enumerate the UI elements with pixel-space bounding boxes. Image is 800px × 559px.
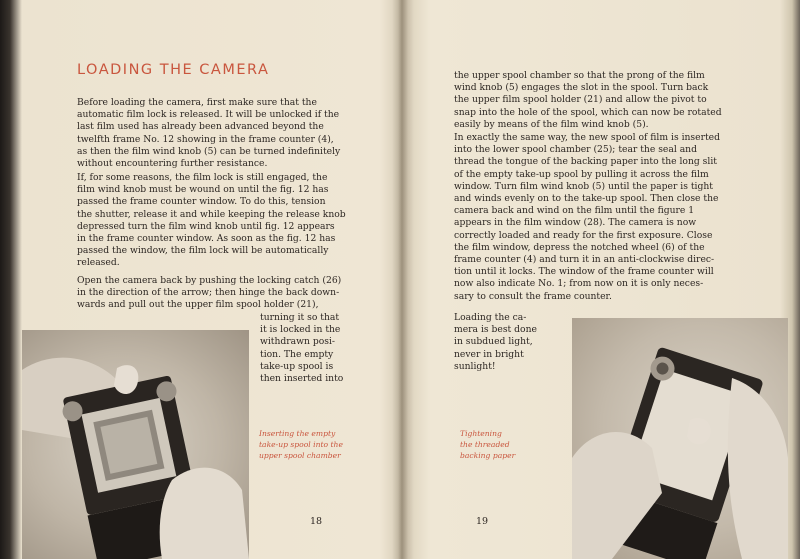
photo-caption xyxy=(460,428,515,461)
text-line: last film used has already been advanced beyond the xyxy=(77,121,324,133)
text-line: in the direction of the arrow; then hinge the back down- xyxy=(77,287,340,299)
text-line: wind knob (5) engages the slot in the spool. Turn back xyxy=(454,82,709,94)
page-number: 19 xyxy=(476,516,489,527)
text-line: passed the frame counter window. To do this, tension xyxy=(77,196,326,208)
text-line: passed the window, the film lock will be automatically xyxy=(77,245,329,257)
text-line: then inserted into xyxy=(260,373,344,385)
page-title: LOADING THE CAMERA xyxy=(77,62,270,78)
text-line: and winds evenly on to the take-up spool. Then close the xyxy=(454,193,719,205)
text-line: the upper spool chamber so that the prong of the film xyxy=(454,70,705,81)
text-line: automatic film lock is released. It will be unlocked if the xyxy=(77,109,340,121)
text-line: window. Turn film wind knob (5) until the paper is tight xyxy=(454,180,713,192)
text-line: mera is best done xyxy=(454,324,537,336)
text-line: thread the tongue of the backing paper into the long slit xyxy=(454,156,717,168)
text-line: without encountering further resistance. xyxy=(77,158,268,170)
left-page xyxy=(22,0,400,559)
photo-tightening-paper xyxy=(572,318,788,559)
text-line: it is locked in the xyxy=(260,324,341,336)
text-line: wards and pull out the upper film spool holder (21), xyxy=(77,299,319,311)
caption-line: take-up spool into the xyxy=(259,440,343,449)
text-line: never in bright xyxy=(454,348,524,360)
paragraph-lock-engaged xyxy=(77,172,367,270)
caption-line: upper spool chamber xyxy=(259,451,341,460)
text-line: released. xyxy=(77,257,120,269)
text-line: film wind knob must be wound on until the fig. 12 has xyxy=(77,184,329,196)
text-line: appears in the film window (28). The camera is now xyxy=(454,217,697,229)
caption-line: Tightening xyxy=(460,429,502,438)
camera-hands-illustration xyxy=(22,330,249,559)
text-line: take-up spool is xyxy=(260,360,334,372)
paragraph-new-spool xyxy=(454,132,762,303)
paragraph-open-back-continued xyxy=(260,312,370,385)
paragraph-film-lock xyxy=(77,97,367,170)
text-line: the film window, depress the notched wheel (6) of the xyxy=(454,241,705,253)
page-number: 18 xyxy=(310,516,323,527)
text-line: tion until it locks. The window of the frame counter will xyxy=(454,266,714,278)
camera-hands-illustration xyxy=(572,318,788,559)
text-line: the upper film spool holder (21) and allow the pivot to xyxy=(454,94,707,106)
paragraph-upper-spool xyxy=(454,70,762,131)
text-line: Loading the ca- xyxy=(454,312,527,323)
text-line: in subdued light, xyxy=(454,336,533,348)
text-line: Open the camera back by pushing the locking catch (26) xyxy=(77,275,342,286)
text-line: into the lower spool chamber (25); tear the seal and xyxy=(454,144,697,156)
text-line: depressed turn the film wind knob until fig. 12 appears xyxy=(77,220,335,232)
text-line: sunlight! xyxy=(454,360,496,372)
caption-line: Inserting the empty xyxy=(259,429,336,438)
paragraph-subdued-light xyxy=(454,312,562,373)
text-line: camera back and wind on the film until the figure 1 xyxy=(454,205,695,217)
text-line: as then the film wind knob (5) can be turned indefinitely xyxy=(77,145,341,157)
text-line: tion. The empty xyxy=(260,348,334,360)
text-line: turning it so that xyxy=(260,312,340,323)
text-line: In exactly the same way, the new spool of film is inserted xyxy=(454,132,720,143)
text-line: sary to consult the frame counter. xyxy=(454,290,612,302)
text-line: correctly loaded and ready for the first exposure. Close xyxy=(454,229,713,241)
text-line: If, for some reasons, the film lock is still engaged, the xyxy=(77,172,328,183)
paragraph-open-back xyxy=(77,275,367,312)
right-page xyxy=(404,0,788,559)
text-line: in the frame counter window. As soon as the fig. 12 has xyxy=(77,233,336,245)
text-line: now also indicate No. 1; from now on it is only neces- xyxy=(454,278,704,290)
photo-caption xyxy=(259,428,343,461)
caption-line: backing paper xyxy=(460,451,516,460)
text-line: Before loading the camera, first make sure that the xyxy=(77,97,317,108)
text-line: withdrawn posi- xyxy=(260,336,336,348)
text-line: of the empty take-up spool by pulling it across the film xyxy=(454,168,709,180)
text-line: frame counter (4) and turn it in an anti-clockwise direc- xyxy=(454,254,715,266)
text-line: snap into the hole of the spool, which can now be rotated xyxy=(454,106,722,118)
photo-inserting-spool xyxy=(22,330,249,559)
caption-line: the threaded xyxy=(460,440,510,449)
text-line: the shutter, release it and while keeping the release knob xyxy=(77,208,346,220)
text-line: easily by means of the film wind knob (5). xyxy=(454,118,649,130)
text-line: twelfth frame No. 12 showing in the frame counter (4), xyxy=(77,133,334,145)
